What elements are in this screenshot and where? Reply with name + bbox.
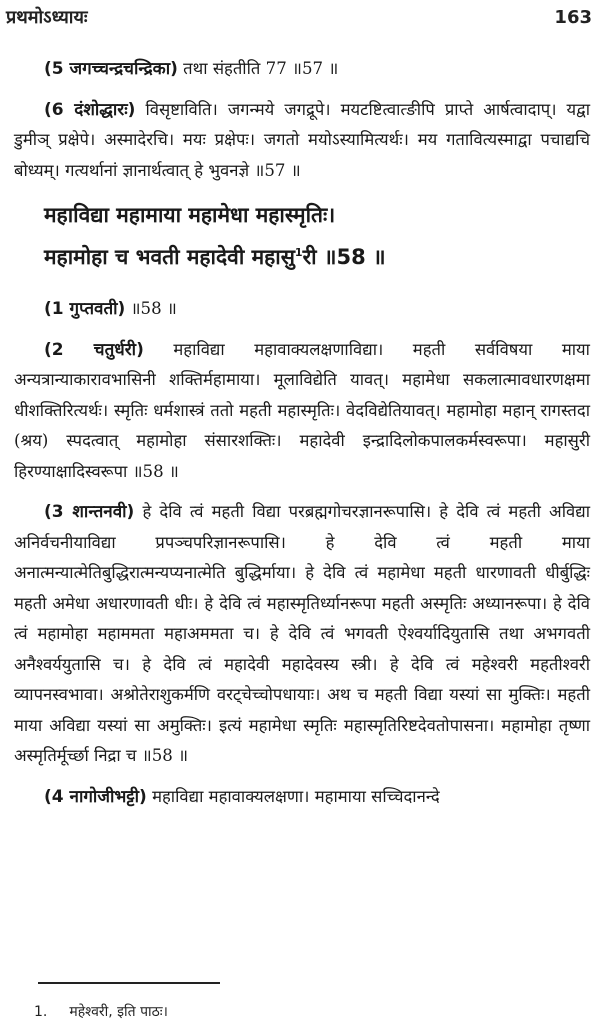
- commentary-chaturdhari: [14, 335, 590, 488]
- commentary-text: महाविद्या महावाक्यलक्षणाविद्या। महती सर्वविषया माया अन्यत्रान्याकारावभासिनी शक्तिर्महामाया। मूलाविद्येति यावत्। महामेधा सकलात्मावधारणक्षमा धीशक्तिरित्यर्थः। स्मृतिः धर्मशास्त्रं ततो महती महास्मृतिः। वेदविद्येतियावत्। महामोहा महान् रागस्तदा (श्रय) स्पदत्वात् महामोहा संसारशक्तिः। महादेवी इन्द्रादिलोकपालकर्मस्वरूपा। महासुरी हिरण्याक्षादिस्वरूपा ॥58 ॥: [14, 339, 590, 481]
- paragraph-57-a: [14, 54, 590, 85]
- footnote-number: 1.: [34, 1004, 48, 1020]
- commentary-label: (3 शान्तनवी): [44, 502, 135, 522]
- verse-line-2: महामोहा च भवती महादेवी महासु$^1$री ॥58 ॥: [44, 245, 386, 269]
- verse-58: [44, 196, 590, 276]
- commentary-label: (5 जगच्चन्द्रचन्द्रिका): [44, 59, 178, 79]
- commentary-label: (6 दंशोद्धारः): [44, 99, 136, 120]
- commentary-gupta: [14, 294, 590, 325]
- commentary-label: (1 गुप्तवती): [44, 299, 126, 319]
- footnote-divider: [38, 982, 220, 984]
- verse-line-1: महाविद्या महामाया महामेधा महास्मृतिः।: [44, 203, 336, 227]
- page-number: 163: [554, 6, 592, 28]
- chapter-title: प्रथमोऽध्यायः: [6, 7, 88, 28]
- paragraph-57-b: [14, 95, 590, 187]
- commentary-text: विसृष्टाविति। जगन्मये जगद्रूपे। मयटष्टित्वात्ङीपि प्राप्ते आर्षत्वादाप्। यद्वा डुमीञ् प्रक्षेपे। अस्मादेरचि। मयः प्रक्षेपः। जगतो मयोऽस्यामित्यर्थः। मय गतावित्यस्माद्वा पचाद्यचि बोध्यम्। गत्यर्थानां ज्ञानार्थत्वात् हे भुवनज्ञे ॥57 ॥: [14, 99, 590, 180]
- commentary-text: तथा संहतीति 77 ॥57 ॥: [177, 59, 339, 78]
- commentary-text: ॥58 ॥: [125, 299, 177, 318]
- commentary-text: महाविद्या महावाक्यलक्षणा। महामाया सच्चिदानन्दे: [146, 786, 440, 806]
- commentary-shantanavi: [14, 497, 590, 772]
- footnote-marker: 1: [294, 246, 303, 259]
- commentary-label: (2 चतुर्धरी): [44, 339, 144, 360]
- commentary-nagojibhatti: [14, 782, 590, 813]
- page-header: [6, 2, 592, 32]
- footnote-text: महेश्वरी, इति पाठः।: [69, 1004, 168, 1020]
- footnote: [34, 1002, 168, 1021]
- commentary-label: (4 नागोजीभट्टी): [44, 786, 147, 807]
- page-body: [14, 54, 590, 822]
- commentary-text: हे देवि त्वं महती विद्या परब्रह्मगोचरज्ञानरूपासि। हे देवि त्वं महती अविद्या अनिर्वचनीयाविद्या प्रपञ्चपरिज्ञानरूपासि। हे देवि त्वं महती माया अनात्मन्यात्मेतिबुद्धिरात्मन्यप्यनात्मेति बुद्धिर्माया। हे देवि त्वं महामेधा महती धारणावती धीर्बुद्धिः महती अमेधा अधारणावती धीः। हे देवि त्वं महास्मृतिर्ध्यानरूपा महती अस्मृतिः अध्यानरूपा। हे देवि त्वं महामोहा महाममता महाअममता च। हे देवि त्वं भगवती ऐश्वर्यादियुतासि तथा अभगवती अनैश्वर्ययुतासि च। हे देवि त्वं महादेवी महादेवस्य स्त्री। हे देवि त्वं महेश्वरी महतीश्वरी व्यापनस्वभावा। अश्रोतेराशुकर्मणि वरट्चेच्चोपधायाः। अथ च महती विद्या यस्यां सा मुक्तिः। महती माया अविद्या यस्यां सा अमुक्तिः। इत्यं महामेधा स्मृतिः महास्मृतिरिष्टदेवतोपासना। महामोहा तृष्णा अस्मृतिर्मूर्च्छा निद्रा च ॥58 ॥: [14, 502, 591, 765]
